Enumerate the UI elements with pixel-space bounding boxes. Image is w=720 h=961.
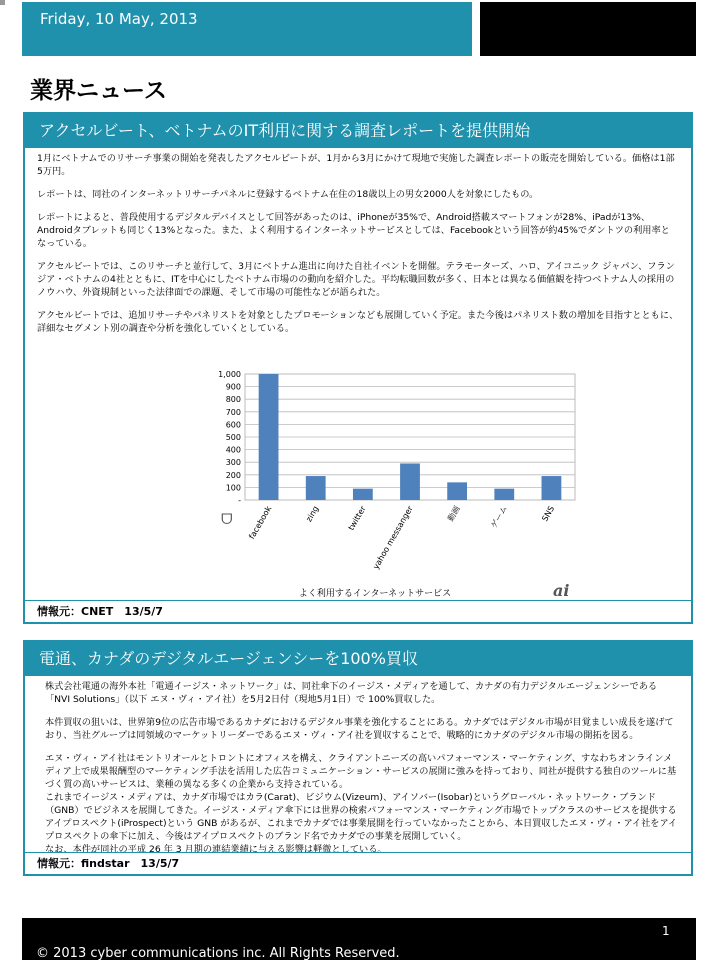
article-title: 電通、カナダのデジタルエージェンシーを100%買収 (25, 642, 691, 676)
y-tick-label: 800 (225, 395, 241, 405)
article-paragraph: アクセルビートでは、このリサーチと並行して、3月にベトナム進出に向けた自社イベントを開催。テラモーターズ、ハロ、アイコニック ジャパン、フランジア・ベトナムの4社とともに、ITを中心にしたベトナム市場のの動向を紹介した。平均転職回数が多く、日本とは異なる価値観を持つベトナム人の採用のノウハウ、外資規制といった法律面での課題、そして市場の可能性などが語られた。 (37, 261, 675, 298)
x-tick-label: SNS (540, 504, 557, 523)
y-tick-label: 300 (225, 458, 241, 468)
bar (306, 476, 326, 500)
footer (22, 918, 696, 960)
bar (447, 482, 467, 500)
page-number: 1 (662, 924, 670, 938)
y-tick-label: 1,000 (218, 370, 241, 379)
bar (494, 489, 514, 500)
x-tick-labels (247, 504, 556, 571)
header-black-panel (480, 2, 696, 56)
y-tick-label: 100 (225, 483, 241, 493)
y-tick-label: 700 (225, 407, 241, 417)
chart-caption: よく利用するインターネットサービス (298, 589, 452, 599)
article-card (23, 640, 693, 876)
x-tick-label: zing (304, 504, 321, 524)
y-tick-label: 600 (225, 420, 241, 430)
y-tick-label: 200 (225, 470, 241, 480)
article-source: 情報元：CNET 13/5/7 (25, 600, 691, 622)
y-tick-labels (218, 370, 241, 505)
bar (542, 476, 562, 500)
logo-glyph: ai (553, 581, 570, 600)
y-tick-label: 500 (225, 433, 241, 442)
date-banner (22, 2, 472, 56)
article-card (23, 112, 693, 624)
bar (400, 463, 420, 500)
x-tick-label: twitter (346, 504, 368, 532)
page-title: 業界ニュース (30, 78, 167, 104)
bar (259, 374, 279, 500)
x-tick-label: yahoo messanger (371, 504, 415, 571)
article-paragraph: エヌ・ヴィ・アイ社はモントリオールとトロントにオフィスを構え、クライアントニーズの高いパフォーマンス・マーケティング、すなわちオンラインメディア上で成果報酬型のマーケティング手法を活用した広告コミュニケーション・サービスの展開に強みを持っており、同社が提供する独自のツールに基づく質の高いサービスは、業種の異なる多くの企業から支持されている。 これまでイージス・メディアは、カナダ市場ではカラ(Carat)、ビジウム(Vizeum)、アイソバー(Isobar)というグローバル・ネットワーク・ブランド（GNB）でビジネスを展開してきた。イージス・メディア傘下には世界の検索パフォーマンス・マーケティング市場でトップクラスのサービスを提供するアイプロスペクト(iProspect)という GNB があるが、これまでカナダでは事業展開を行っていなかったことから、本日買収したエヌ・ヴィ・アイ社をアイプロスペクトの傘下に加え、今後はアイプロスペクトのブランド名でカナダでの事業を展開していく。 なお、本件が同社の平成 26 年 3 月期の連結業績に与える影響は軽微としている。 (45, 753, 678, 855)
article-paragraph: 1月にベトナムでのリサーチ事業の開始を発表したアクセルビートが、1月から3月にかけて現地で実施した調査レポートの販売を開始している。価格は1部5万円。 (37, 153, 675, 177)
y-tick-label: - (238, 496, 241, 505)
article-paragraph: 株式会社電通の海外本社「電通イージス・ネットワーク」は、同社傘下のイージス・メディアを通して、カナダの有力デジタルエージェンシーである「NVI Solutions」（以下 エヌ・ヴィ・アイ社）を5月2日付（現地5月1日）で 100%買収した。 (45, 681, 658, 705)
article-body (25, 676, 691, 856)
x-tick-label: ゲーム (489, 504, 510, 530)
squiggle-glyph: ᗜ (221, 512, 233, 528)
date-text: Friday, 10 May, 2013 (40, 10, 198, 28)
y-tick-label: 400 (225, 445, 241, 455)
y-tick-label: 900 (225, 382, 241, 392)
article-paragraph: レポートによると、普段使用するデジタルデバイスとして回答があったのは、iPhoneが35%で、Android搭載スマートフォンが28%、iPadが13%、Androidタブレットも同じく13%となった。また、よく利用するインターネットサービスとしては、Facebookという回答が約45%でダントツの利用率となっている。 (37, 212, 670, 249)
article-source: 情報元：findstar 13/5/7 (25, 852, 691, 874)
hand-drawn-mark (221, 512, 233, 528)
copyright: © 2013 cyber communications inc. All Rights Reserved. (36, 946, 400, 961)
article-paragraph: レポートは、同社のインターネットリサーチパネルに登録するベトナム在住の18歳以上の男女2000人を対象にしたもの。 (37, 189, 539, 200)
x-tick-label: 動画 (446, 504, 462, 523)
article-body (25, 148, 691, 335)
bar (353, 489, 373, 500)
logo-mark (553, 581, 569, 600)
window-icon (0, 0, 5, 5)
article-paragraph: アクセルビートでは、追加リサーチやパネリストを対象としたプロモーションなども展開していく予定。また今後はパネリスト数の増加を目指すとともに、詳細なセグメント別の調査や分析を強化していくとしている。 (37, 310, 679, 334)
bar-chart-svg (185, 364, 585, 604)
x-tick-label: facebook (247, 504, 274, 541)
chart (185, 364, 585, 604)
article-paragraph: 本件買収の狙いは、世界第9位の広告市場であるカナダにおけるデジタル事業を強化することにある。カナダではデジタル市場が目覚ましい成長を遂げており、当社グループは同領域のマーケットリーダーであるエヌ・ヴィ・アイ社を買収することで、戦略的にカナダのデジタル市場の開拓を図る。 (45, 717, 674, 741)
article-title: アクセルビート、ベトナムのIT利用に関する調査レポートを提供開始 (25, 114, 691, 148)
